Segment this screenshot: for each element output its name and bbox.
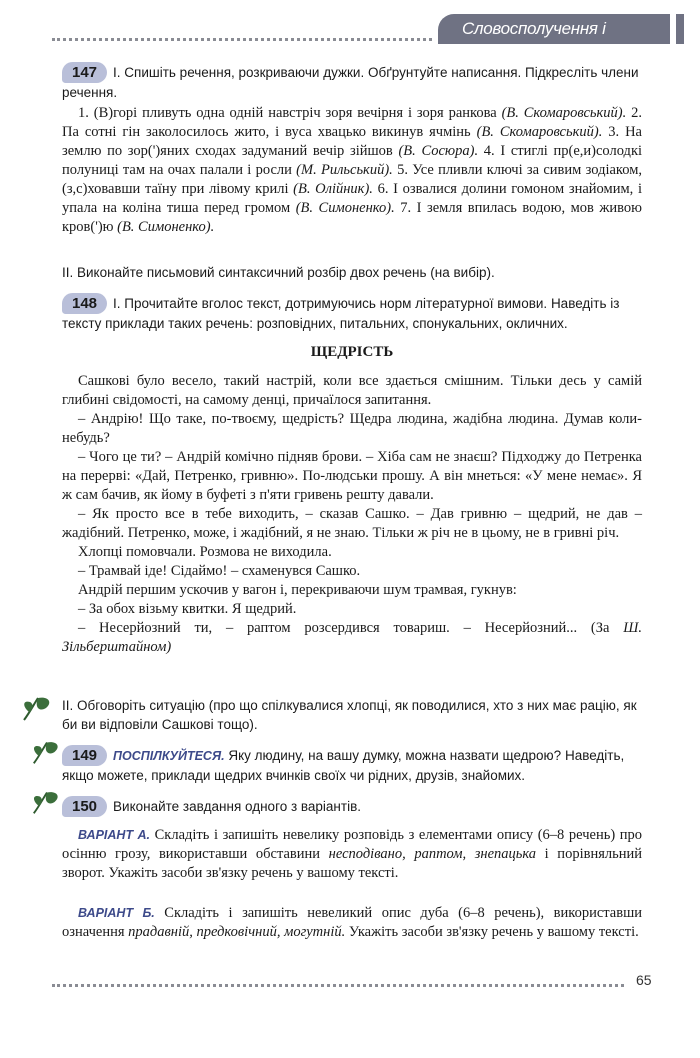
exercise-148-task: 148 І. Прочитайте вголос текст, дотримуючись норм літературної вимови. Наведіть із тексту приклади таких речень: розповідних, питальних, спонукальних, окличних. [62,295,620,331]
variant-b: ВАРІАНТ Б. Складіть і запишіть невеликий опис дуба (6–8 речень), використавши означення прадавній, предковічний, могутній. Укажіть засоби зв'язку речень у вашому тексті. [62,905,642,940]
top-dotted-rule [52,38,432,41]
bottom-dotted-rule [52,984,624,987]
exercise-147-task-2: ІІ. Виконайте письмовий синтаксичний розбір двох речень (на вибір). [62,265,495,280]
exercise-149-task: 149 ПОСПІЛКУЙТЕСЯ. Яку людину, на вашу думку, можна назвати щедрою? Наведіть, якщо можете, приклади щедрих вчинків своїх чи рідних, друзів, знайомих. [62,747,625,783]
leaf-icon [30,788,64,816]
page-number: 65 [636,972,652,988]
exercise-number-150: 150 [62,796,107,817]
exercise-147-task: 147 І. Спишіть речення, розкриваючи дужки. Обґрунтуйте написання. Підкресліть члени речення. [62,64,639,100]
variant-a: ВАРІАНТ А. Складіть і запишіть невелику розповідь з елементами опису (6–8 речень) про осінню грозу, використавши обставини несподівано, раптом, знenацька і порівняльний зворот. Укажіть засоби зв'язку речень у вашому тексті. [62,827,643,881]
exercise-number-147: 147 [62,62,107,83]
leaf-icon [20,694,56,722]
exercise-number-149: 149 [62,745,107,766]
exercise-148-task-2: ІІ. Обговоріть ситуацію (про що спілкувалися хлопці, як поводилися, хто з них має рацію, як би ви відповіли Сашкові тощо). [62,698,637,732]
story-text: Сашкові було весело, такий настрій, коли все здається смішним. Тільки десь у самій глибині свідомості, на самому денці, причаїлося запитання. – Андрію! Що таке, по-твоєму, щедрість? Щедра людина, жадібна людина. Думав коли-небудь? – Чого це ти? – Андрій комічно підняв брови. – Хіба сам не знаєш? Підходжу до Петренка на перерві: «Дай, Петренко, гривню». По-людськи прошу. А він мнеться: «У мене немає». Я ж сам бачив, як йому в буфеті з п'яти гривень решту давали. – Як просто все в тебе виходить, – сказав Сашко. – Дав гривню – щедрий, не дав – жадібний. Петренко, може, і жадібний, я не знаю. Тільки ж річ не в цьому, не в гривні річ. Хлопці помовчали. Розмова не виходила. – Трамвай іде! Сідаймо! – схаменувся Сашко. Андрій першим ускочив у вагон і, перекриваючи шум трамвая, гукнув: – За обох візьму квитки. Я щедрий. – Несерйозний ти, – раптом розсердився товариш. – Несерйозний... (За Ш. Зільберштайном) [62,373,643,655]
exercise-number-148: 148 [62,293,107,314]
exercise-147-sentences: 1. (В)горі пливуть одна одній навстріч зоря вечірня і зоря ранкова (В. Скомаровський). 2. Па сотні гін заколосилось жито, і вуса хвацько викинув ячмінь (В. Скомаровський). 3. На землю по зор(')яних сходах задуманий вечір зійшов (В. Сосюра). 4. І стиглі пр(е,и)солодкі полуниці там на очах палали і росли (М. Рильський). 5. Усе пливли ключі за сивим зодіаком, (з,с)ховавши таїну при лівому крилі (В. Олійник). 6. І озвалися долини гомоном знайомим, і упала на коліна тиша перед громом (В. Симоненко). 7. І земля впилась водою, мов живою кров(')ю (В. Симоненко). [62,105,643,235]
section-header: Словосполучення і речення [438,14,670,44]
text-title: ЩЕДРІСТЬ [310,344,394,360]
leaf-icon [30,738,64,766]
exercise-150-task: 150 Виконайте завдання одного з варіантів. [62,796,642,817]
section-header-bar [676,14,684,44]
